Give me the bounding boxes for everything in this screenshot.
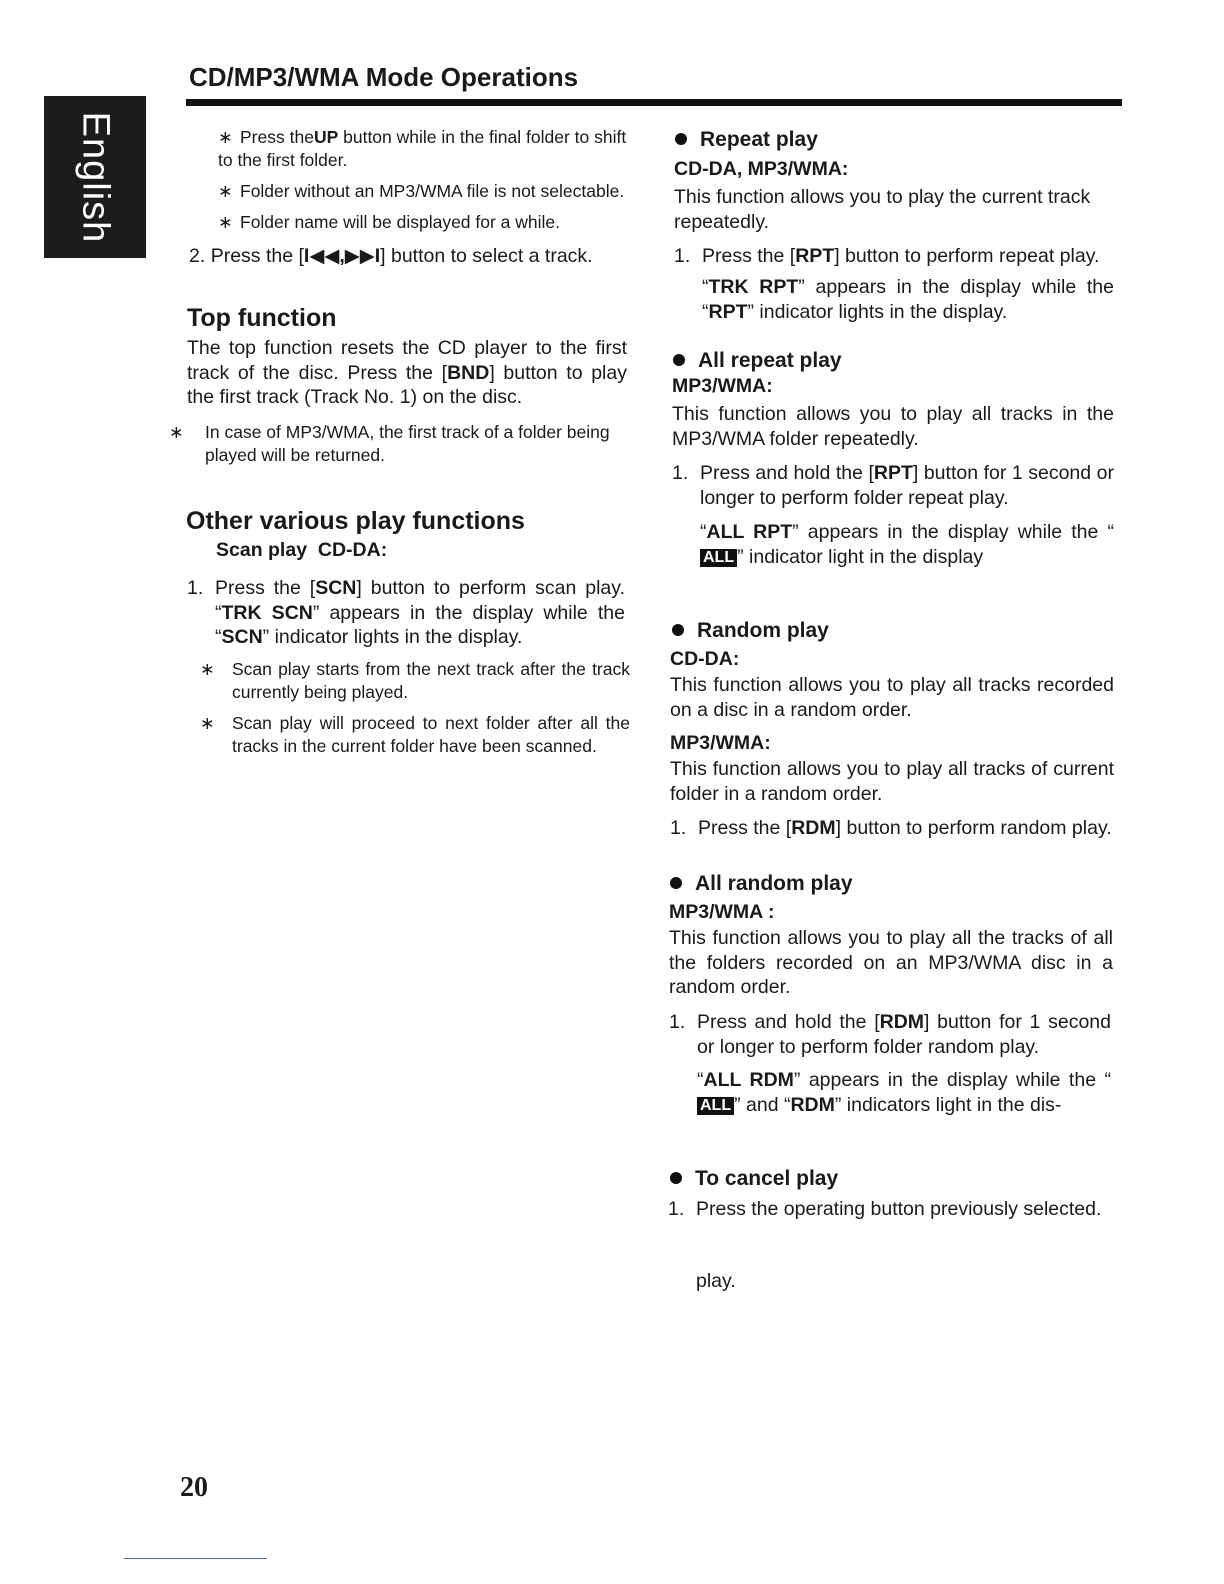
all-repeat-mode: MP3/WMA: [672,375,773,397]
note-folder-name: ∗ Folder name will be displayed for a while. [218,212,561,232]
language-tab-label: English [74,111,117,243]
bullet-icon [673,354,685,366]
repeat-step-number: 1. [674,245,691,267]
scan-step-number: 1. [187,577,204,599]
repeat-play-desc: This function allows you to play the current track repeatedly. [674,186,1091,233]
header-rule [186,99,1122,106]
repeat-step-display: “TRK RPT” appears in the display while the “RPT” indicator lights in the display. [702,276,1114,323]
random-play-heading: Random play [672,618,829,644]
scan-step-body: Press the [SCN] button to perform scan play. “TRK SCN” appears in the display while the “SCN” indicator lights in the display. [215,577,625,648]
top-function-heading: Top function [187,304,337,332]
all-indicator-badge: ALL [697,1097,734,1115]
all-repeat-desc: This function allows you to play all tracks in the MP3/WMA folder repeatedly. [672,403,1114,450]
page-number: 20 [180,1472,208,1503]
all-random-mode: MP3/WMA : [669,901,775,923]
all-random-step-number: 1. [669,1011,686,1033]
all-random-desc: This function allows you to play all the tracks of all the folders recorded on an MP3/WMA disc in a random order. [669,927,1113,998]
bullet-icon [670,877,682,889]
all-random-step-display: “ALL RDM” appears in the display while the “ALL ” and “RDM” indicators light in the dis- [697,1069,1111,1116]
all-random-heading: All random play [670,871,853,897]
random-mode-mp3: MP3/WMA: [670,732,771,754]
cancel-trailing-text: play. [696,1270,736,1292]
cancel-step-number: 1. [668,1198,685,1220]
note-folder-not-selectable: ∗ Folder without an MP3/WMA file is not selectable. [218,181,625,201]
note-up-button: ∗ Press theUP button while in the final folder to shift to the first folder. [218,127,627,170]
repeat-play-heading: Repeat play [675,127,818,153]
bullet-icon [672,624,684,636]
footer-line [124,1558,267,1559]
all-repeat-step-display: “ALL RPT” appears in the display while the “ALL ” indicator light in the display [700,521,1114,568]
random-step-body: Press the [RDM] button to perform random play. [698,817,1112,839]
bullet-icon [670,1172,682,1184]
random-step-number: 1. [670,817,687,839]
scan-note-next-track: ∗ Scan play starts from the next track after the track currently being played. [200,659,630,702]
scan-note-next-folder: ∗ Scan play will proceed to next folder after all the tracks in the current folder have been scanned. [200,713,630,756]
repeat-play-mode: CD-DA, MP3/WMA: [674,158,849,180]
all-indicator-badge: ALL [700,549,737,567]
all-repeat-step-number: 1. [672,462,689,484]
scan-play-heading: Scan play CD-DA: [216,539,388,561]
top-function-note: ∗ In case of MP3/WMA, the first track of a folder being played will be returned. [169,422,610,465]
page-title: CD/MP3/WMA Mode Operations [189,62,579,92]
cancel-play-heading: To cancel play [670,1166,838,1192]
random-desc-mp3: This function allows you to play all tracks of current folder in a random order. [670,758,1114,805]
random-desc-cdda: This function allows you to play all tracks recorded on a disc in a random order. [670,674,1114,721]
all-repeat-step-body: Press and hold the [RPT] button for 1 second or longer to perform folder repeat play. [700,462,1114,509]
all-random-step-body: Press and hold the [RDM] button for 1 second or longer to perform folder random play. [697,1011,1111,1058]
bullet-icon [675,133,687,145]
step-select-track: 2. Press the [I◀◀,▶▶I] button to select a track. [189,245,593,267]
cancel-step-body: Press the operating button previously selected. [696,1198,1102,1220]
repeat-step-body: Press the [RPT] button to perform repeat play. [702,245,1100,267]
all-repeat-heading: All repeat play [673,348,842,374]
random-mode-cdda: CD-DA: [670,648,740,670]
top-function-body: The top function resets the CD player to the first track of the disc. Press the [BND] button to play the first track (Track No. 1) on the disc. [187,337,627,408]
other-functions-heading: Other various play functions [186,507,525,535]
language-tab [44,96,146,258]
